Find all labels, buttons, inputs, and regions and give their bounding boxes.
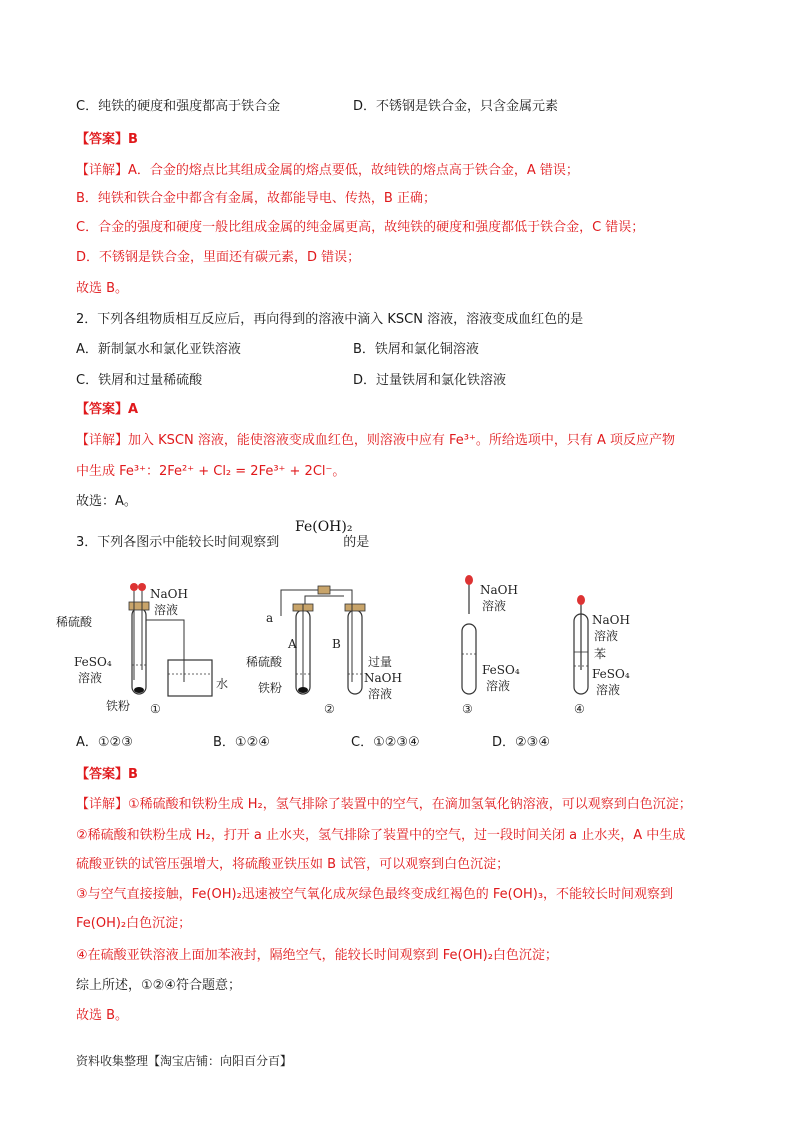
fig-label: 溶液 bbox=[486, 679, 511, 693]
q2-option-a: A．新制氯水和氯化亚铁溶液 bbox=[76, 342, 241, 357]
q2-option-b: B．铁屑和氯化铜溶液 bbox=[353, 342, 479, 357]
q2-answer: 【答案】A bbox=[76, 402, 139, 417]
q1-detail-line: C．合金的强度和硬度一般比组成金属的纯金属更高，故纯铁的硬度和强度都低于铁合金，C 错误； bbox=[76, 220, 645, 235]
fig-label: 过量 bbox=[368, 655, 393, 669]
apparatus-figure bbox=[56, 570, 656, 720]
q3-option-b: B．①②④ bbox=[213, 735, 270, 750]
q3-stem bbox=[76, 533, 369, 553]
fig-number: ① bbox=[150, 702, 161, 716]
q3-detail-line: ③与空气直接接触，Fe(OH)₂迅速被空气氧化成灰绿色最终变成红褐色的 Fe(OH)₃，不能较长时间观察到 bbox=[76, 887, 674, 902]
fig-label: 铁粉 bbox=[258, 681, 283, 695]
q1-conclusion: 故选 B。 bbox=[76, 281, 129, 296]
q1-detail-line: B．纯铁和铁合金中都含有金属，故都能导电、传热，B 正确； bbox=[76, 191, 436, 206]
q2-option-c: C．铁屑和过量稀硫酸 bbox=[76, 373, 203, 388]
fig-label: NaOH bbox=[592, 613, 630, 627]
q3-formula: Fe(OH)₂ bbox=[295, 519, 353, 535]
fig-label: 溶液 bbox=[594, 629, 619, 643]
fig-label: 溶液 bbox=[482, 599, 507, 613]
q3-detail-line: 综上所述，①②④符合题意； bbox=[76, 978, 241, 993]
q1-detail-line: D．不锈钢是铁合金，里面还有碳元素，D 错误； bbox=[76, 250, 361, 265]
fig-label: FeSO₄ bbox=[592, 667, 630, 681]
q3-stem-before: 3．下列各图示中能较长时间观察到 bbox=[76, 535, 280, 550]
q3-answer: 【答案】B bbox=[76, 767, 138, 782]
fig-label: 苯 bbox=[594, 647, 607, 661]
q3-detail-line: ④在硫酸亚铁溶液上面加苯液封，隔绝空气，能较长时间观察到 Fe(OH)₂白色沉淀； bbox=[76, 948, 558, 963]
fig-number: ④ bbox=[574, 702, 585, 716]
apparatus-1 bbox=[56, 583, 228, 716]
q3-option-d: D．②③④ bbox=[492, 735, 550, 750]
q2-stem: 2．下列各组物质相互反应后，再向得到的溶液中滴入 KSCN 溶液，溶液变成血红色的是 bbox=[76, 312, 584, 327]
fig-label: NaOH bbox=[480, 583, 518, 597]
fig-label: NaOH bbox=[364, 671, 402, 685]
q3-stem-after: 的是 bbox=[343, 535, 370, 550]
fig-label: FeSO₄ bbox=[482, 663, 520, 677]
fig-number: ③ bbox=[462, 702, 473, 716]
page-footer: 资料收集整理【淘宝店铺：向阳百分百】 bbox=[76, 1054, 293, 1068]
fig-label: a bbox=[266, 611, 274, 625]
q3-conclusion: 故选 B。 bbox=[76, 1008, 129, 1023]
fig-label: 溶液 bbox=[78, 671, 103, 685]
fig-label: NaOH bbox=[150, 587, 188, 601]
fig-label: 水 bbox=[216, 677, 229, 691]
fig-label: B bbox=[332, 637, 341, 651]
q3-detail-line: 【详解】①稀硫酸和铁粉生成 H₂，氢气排除了装置中的空气，在滴加氢氧化钠溶液，可以观察到白色沉淀； bbox=[76, 797, 692, 812]
q3-option-c: C．①②③④ bbox=[351, 735, 420, 750]
q1-option-d: D．不锈钢是铁合金，只含金属元素 bbox=[353, 99, 559, 114]
fig-label: A bbox=[288, 637, 297, 651]
fig-label: 铁粉 bbox=[106, 699, 131, 713]
q1-detail-line: 【详解】A．合金的熔点比其组成金属的熔点要低，故纯铁的熔点高于铁合金，A 错误； bbox=[76, 163, 579, 178]
fig-label: 溶液 bbox=[154, 603, 179, 617]
q1-option-c: C．纯铁的硬度和强度都高于铁合金 bbox=[76, 99, 281, 114]
q1-answer: 【答案】B bbox=[76, 132, 138, 147]
apparatus-3 bbox=[462, 575, 520, 716]
fig-label: 溶液 bbox=[368, 687, 393, 701]
fig-label: 稀硫酸 bbox=[56, 615, 93, 629]
q2-option-d: D．过量铁屑和氯化铁溶液 bbox=[353, 373, 507, 388]
q3-detail-line: Fe(OH)₂白色沉淀； bbox=[76, 916, 192, 931]
apparatus-2 bbox=[246, 586, 402, 716]
apparatus-4 bbox=[574, 595, 630, 716]
q2-detail-line: 中生成 Fe³⁺：2Fe²⁺ + Cl₂ = 2Fe³⁺ + 2Cl⁻。 bbox=[76, 464, 346, 479]
fig-number: ② bbox=[324, 702, 335, 716]
fig-label: 稀硫酸 bbox=[246, 655, 283, 669]
fig-label: FeSO₄ bbox=[74, 655, 112, 669]
q2-conclusion: 故选：A。 bbox=[76, 494, 137, 509]
fig-label: 溶液 bbox=[596, 683, 621, 697]
q3-option-a: A．①②③ bbox=[76, 735, 133, 750]
q3-detail-line: 硫酸亚铁的试管压强增大，将硫酸亚铁压如 B 试管，可以观察到白色沉淀； bbox=[76, 857, 510, 872]
q2-detail-line: 【详解】加入 KSCN 溶液，能使溶液变成血红色，则溶液中应有 Fe³⁺。所给选项中，只有 A 项反应产物 bbox=[76, 433, 675, 448]
q3-detail-line: ②稀硫酸和铁粉生成 H₂，打开 a 止水夹，氢气排除了装置中的空气，过一段时间关闭 a 止水夹，A 中生成 bbox=[76, 828, 686, 843]
